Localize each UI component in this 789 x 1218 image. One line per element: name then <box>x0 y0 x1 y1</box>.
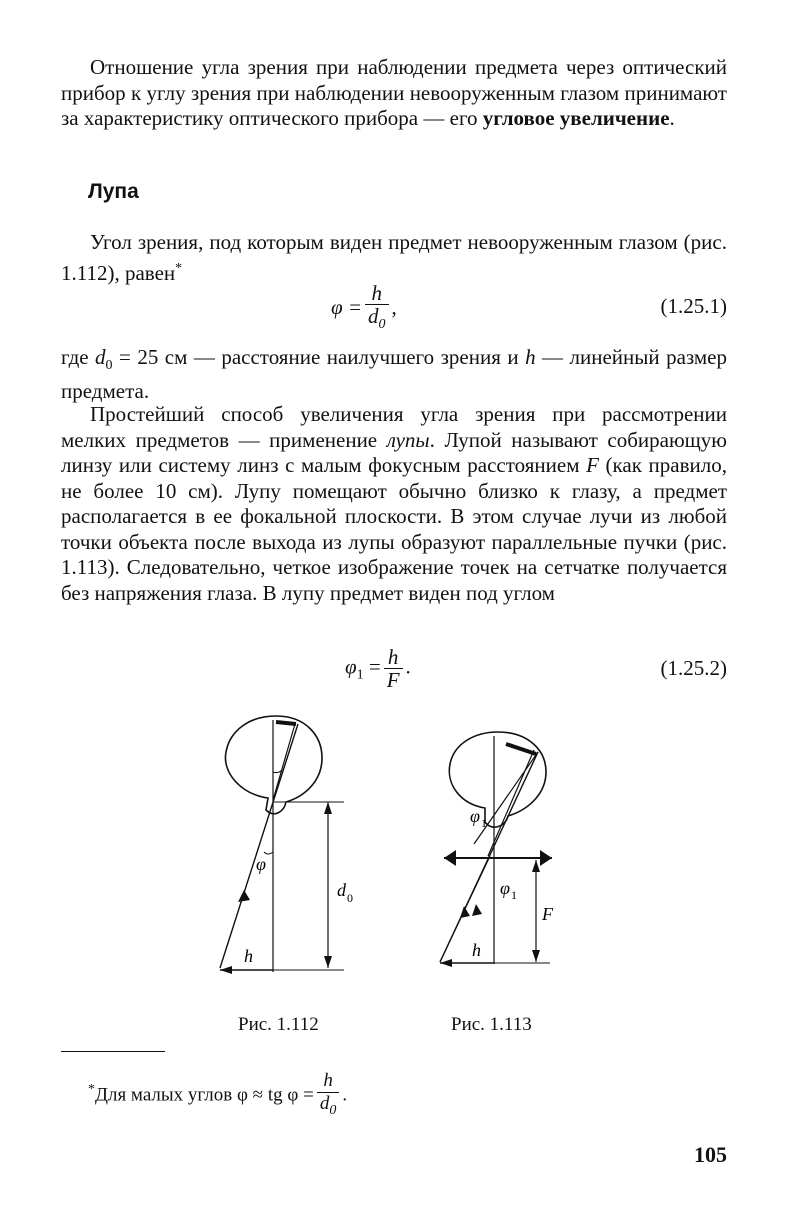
lens-arrow-left <box>444 850 456 866</box>
footnote-mark: * <box>175 260 183 276</box>
fraction <box>365 282 389 336</box>
object-arrowhead <box>220 966 232 974</box>
paragraph-text: Угол зрения, под которым виден предмет невооруженным глазом (рис. 1.112), равен <box>61 230 727 285</box>
text-part: . Лупой называют собирающую линзу или систему линз с малым фокусным расстоянием <box>61 427 727 477</box>
label-h: h <box>244 946 253 966</box>
lens-arrow-right <box>540 850 552 866</box>
figure-1-113-caption: Рис. 1.113 <box>451 1014 532 1035</box>
label-phi1-bottom-subscript: 1 <box>511 888 517 902</box>
formula-lhs: φ <box>345 654 357 679</box>
numerator: h <box>387 645 399 669</box>
ray-arrowhead <box>238 890 250 902</box>
label-phi1-bottom: φ <box>500 878 510 898</box>
d0-arrow-top <box>324 802 332 814</box>
formula-1-25-2 <box>345 646 411 691</box>
label-d0-subscript: 0 <box>347 891 353 905</box>
page-number: 105 <box>694 1142 727 1167</box>
equals-sign: = <box>368 654 381 679</box>
denominator <box>317 1092 340 1122</box>
ray-line <box>220 724 298 968</box>
ray-arrowhead-2 <box>472 904 482 916</box>
footnote-fraction <box>317 1070 340 1122</box>
var-h: h <box>525 345 536 369</box>
eye-outline <box>449 732 546 827</box>
footnote-divider <box>61 1051 165 1052</box>
paragraph-where-d0 <box>61 345 727 404</box>
retina-arc <box>276 722 296 724</box>
paragraph-magnifier <box>61 402 727 606</box>
retina-arc <box>506 744 536 754</box>
object-arrowhead <box>440 959 452 967</box>
f-arrow-bottom <box>532 950 540 962</box>
formula-lhs: φ = <box>331 294 363 319</box>
label-h: h <box>472 940 481 960</box>
formula-1-25-1 <box>331 282 397 336</box>
label-phi: φ <box>256 854 266 874</box>
text-part: = 25 см — расстояние наилучшего зрения и <box>112 345 526 369</box>
den-letter: d <box>319 1093 330 1114</box>
ray-3 <box>488 750 534 856</box>
equation-number: (1.25.1) <box>660 294 727 318</box>
f-arrow-top <box>532 860 540 872</box>
formula-tail: . <box>405 654 411 679</box>
formula-tail: , <box>391 294 397 319</box>
section-heading: Лупа <box>88 180 139 203</box>
label-F: F <box>542 904 553 924</box>
paragraph-angular-magnification <box>61 55 727 132</box>
figure-1-113-diagram <box>430 728 580 976</box>
ray-2 <box>474 752 538 844</box>
text-part: (как правило, не более 10 см). Лупу помещают обычно близко к глазу, а предмет располагается в ее фокальной плоскости. В этом случае лучи из любой точки объекта после выхода из лупы образуют параллельные пучки (рис. 1.113). Следовательно, четкое изображение точек на сетчатке получается без напряжения глаза. В лупу предмет виден под углом <box>61 453 728 605</box>
den-letter: d <box>368 304 379 328</box>
term-magnifier: лупы <box>386 427 430 452</box>
text-part: Простейший способ увеличения угла зрения при рассмотрении мелких предметов — применение <box>61 402 727 452</box>
label-d0: d <box>337 880 346 900</box>
paragraph-text: Отношение угла зрения при наблюдении предмета через оптический прибор к углу зрения при наблюдении невооруженным глазом принимают за характеристику оптического прибора — его <box>61 55 727 130</box>
text-part: — линейный размер предмета. <box>61 345 727 403</box>
denominator <box>365 304 389 336</box>
var-F: F <box>586 453 599 477</box>
term-angular-magnification: угловое увеличение <box>482 106 670 130</box>
paragraph-end: . <box>669 106 675 130</box>
var-d: d <box>95 345 106 369</box>
fraction <box>384 646 403 691</box>
ray-arrowhead-1 <box>460 906 470 918</box>
d0-arrow-bottom <box>324 956 332 968</box>
figure-1-112-diagram <box>200 712 370 984</box>
footnote-text: Для малых углов φ ≈ tg φ = <box>95 1084 314 1106</box>
den-subscript: 0 <box>378 317 386 333</box>
text-part: где <box>61 345 96 369</box>
numerator: h <box>323 1070 333 1091</box>
label-phi1-top: φ <box>470 806 480 826</box>
den-subscript: 0 <box>329 1102 337 1118</box>
footnote-tail: . <box>342 1084 348 1106</box>
footnote <box>88 1070 347 1122</box>
formula-lhs-subscript: 1 <box>356 667 364 683</box>
ray-line-inner <box>273 724 295 800</box>
denominator: F <box>384 668 403 691</box>
numerator: h <box>371 281 383 305</box>
figure-1-112-caption: Рис. 1.112 <box>238 1014 319 1035</box>
paragraph-naked-eye-angle <box>61 230 727 286</box>
label-phi1-top-subscript: 1 <box>481 816 487 830</box>
equation-number: (1.25.2) <box>660 656 727 680</box>
var-d-subscript: 0 <box>105 358 113 374</box>
footnote-mark: * <box>88 1081 95 1097</box>
